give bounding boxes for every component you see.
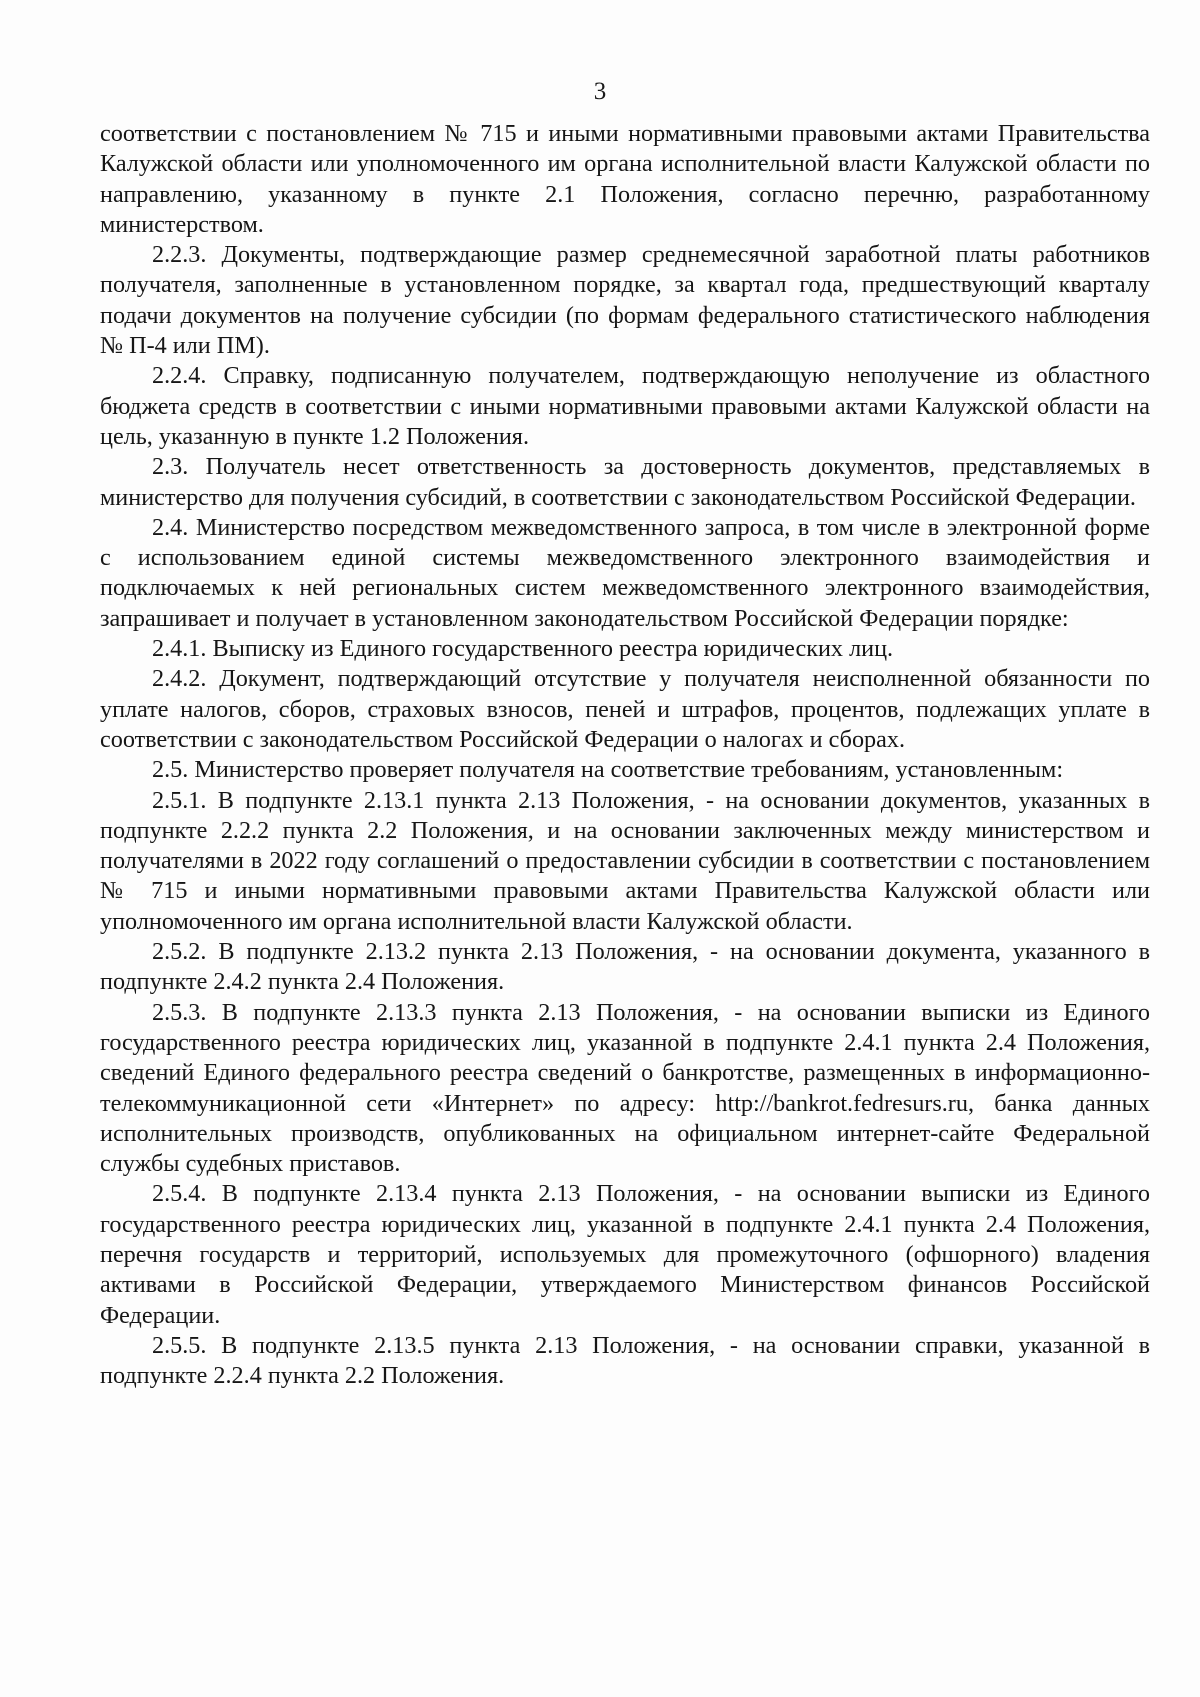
paragraph: 2.2.4. Справку, подписанную получателем, подтверждающую неполучение из областного бюджета средств в соответствии с иными нормативными правовыми актами Калужской области на цель, указанную в пункте 1.2 Положения. <box>100 362 1150 450</box>
paragraph: 2.5.1. В подпункте 2.13.1 пункта 2.13 Положения, - на основании документов, указанных в подпункте 2.2.2 пункта 2.2 Положения, и на основании заключенных между министерством и получателями в 2022 году соглашений о предоставлении субсидии в соответствии с постановлением № 715 и иными нормативными правовыми актами Правительства Калужской области или уполномоченного им органа исполнительной власти Калужской области. <box>100 786 1150 935</box>
paragraph: соответствии с постановлением № 715 и иными нормативными правовыми актами Правительства Калужской области или уполномоченного им органа исполнительной власти Калужской области по направлению, указанному в пункте 2.1 Положения, согласно перечню, разработанному министерством. <box>100 120 1150 238</box>
paragraph: 2.5. Министерство проверяет получателя на соответствие требованиям, установленным: <box>152 756 1064 784</box>
paragraph: 2.3. Получатель несет ответственность за достоверность документов, представляемых в министерство для получения субсидий, в соответствии с законодательством Российской Федерации. <box>100 453 1150 511</box>
paragraph: 2.5.4. В подпункте 2.13.4 пункта 2.13 Положения, - на основании выписки из Единого государственного реестра юридических лиц, указанной в подпункте 2.4.1 пункта 2.4 Положения, перечня государств и территорий, используемых для промежуточного (офшорного) владения активами в Российской Федерации, утверждаемого Министерством финансов Российской Федерации. <box>100 1180 1150 1329</box>
paragraph: 2.4.2. Документ, подтверждающий отсутствие у получателя неисполненной обязанности по уплате налогов, сборов, страховых взносов, пеней и штрафов, процентов, подлежащих уплате в соответствии с законодательством Российской Федерации о налогах и сборах. <box>100 665 1150 753</box>
paragraph: 2.2.3. Документы, подтверждающие размер среднемесячной заработной платы работников получателя, заполненные в установленном порядке, за квартал года, предшествующий кварталу подачи документов на получение субсидии (по формам федерального статистического наблюдения № П-4 или ПМ). <box>100 241 1150 360</box>
paragraph: 2.5.5. В подпункте 2.13.5 пункта 2.13 Положения, - на основании справки, указанной в подпункте 2.2.4 пункта 2.2 Положения. <box>100 1331 1150 1390</box>
paragraph: 2.5.3. В подпункте 2.13.3 пункта 2.13 Положения, - на основании выписки из Единого государственного реестра юридических лиц, указанной в подпункте 2.4.1 пункта 2.4 Положения, сведений Единого федерального реестра сведений о банкротстве, размещенных в информационно-телекоммуникационной сети «Интернет» по адресу: http://bankrot.fedresurs.ru, банка данных исполнительных производств, опубликованных на официальном интернет-сайте Федеральной службы судебных приставов. <box>100 998 1150 1178</box>
document-body <box>100 119 1150 1391</box>
paragraph: 2.4. Министерство посредством межведомственного запроса, в том числе в электронной форме с использованием единой системы межведомственного электронного взаимодействия и подключаемых к ней региональных систем межведомственного электронного взаимодействия, запрашивает и получает в установленном законодательством Российской Федерации порядке: <box>100 513 1150 632</box>
page-number: 3 <box>593 78 607 105</box>
paragraph: 2.4.1. Выписку из Единого государственного реестра юридических лиц. <box>152 635 894 663</box>
paragraph: 2.5.2. В подпункте 2.13.2 пункта 2.13 Положения, - на основании документа, указанного в подпункте 2.4.2 пункта 2.4 Положения. <box>100 938 1150 996</box>
